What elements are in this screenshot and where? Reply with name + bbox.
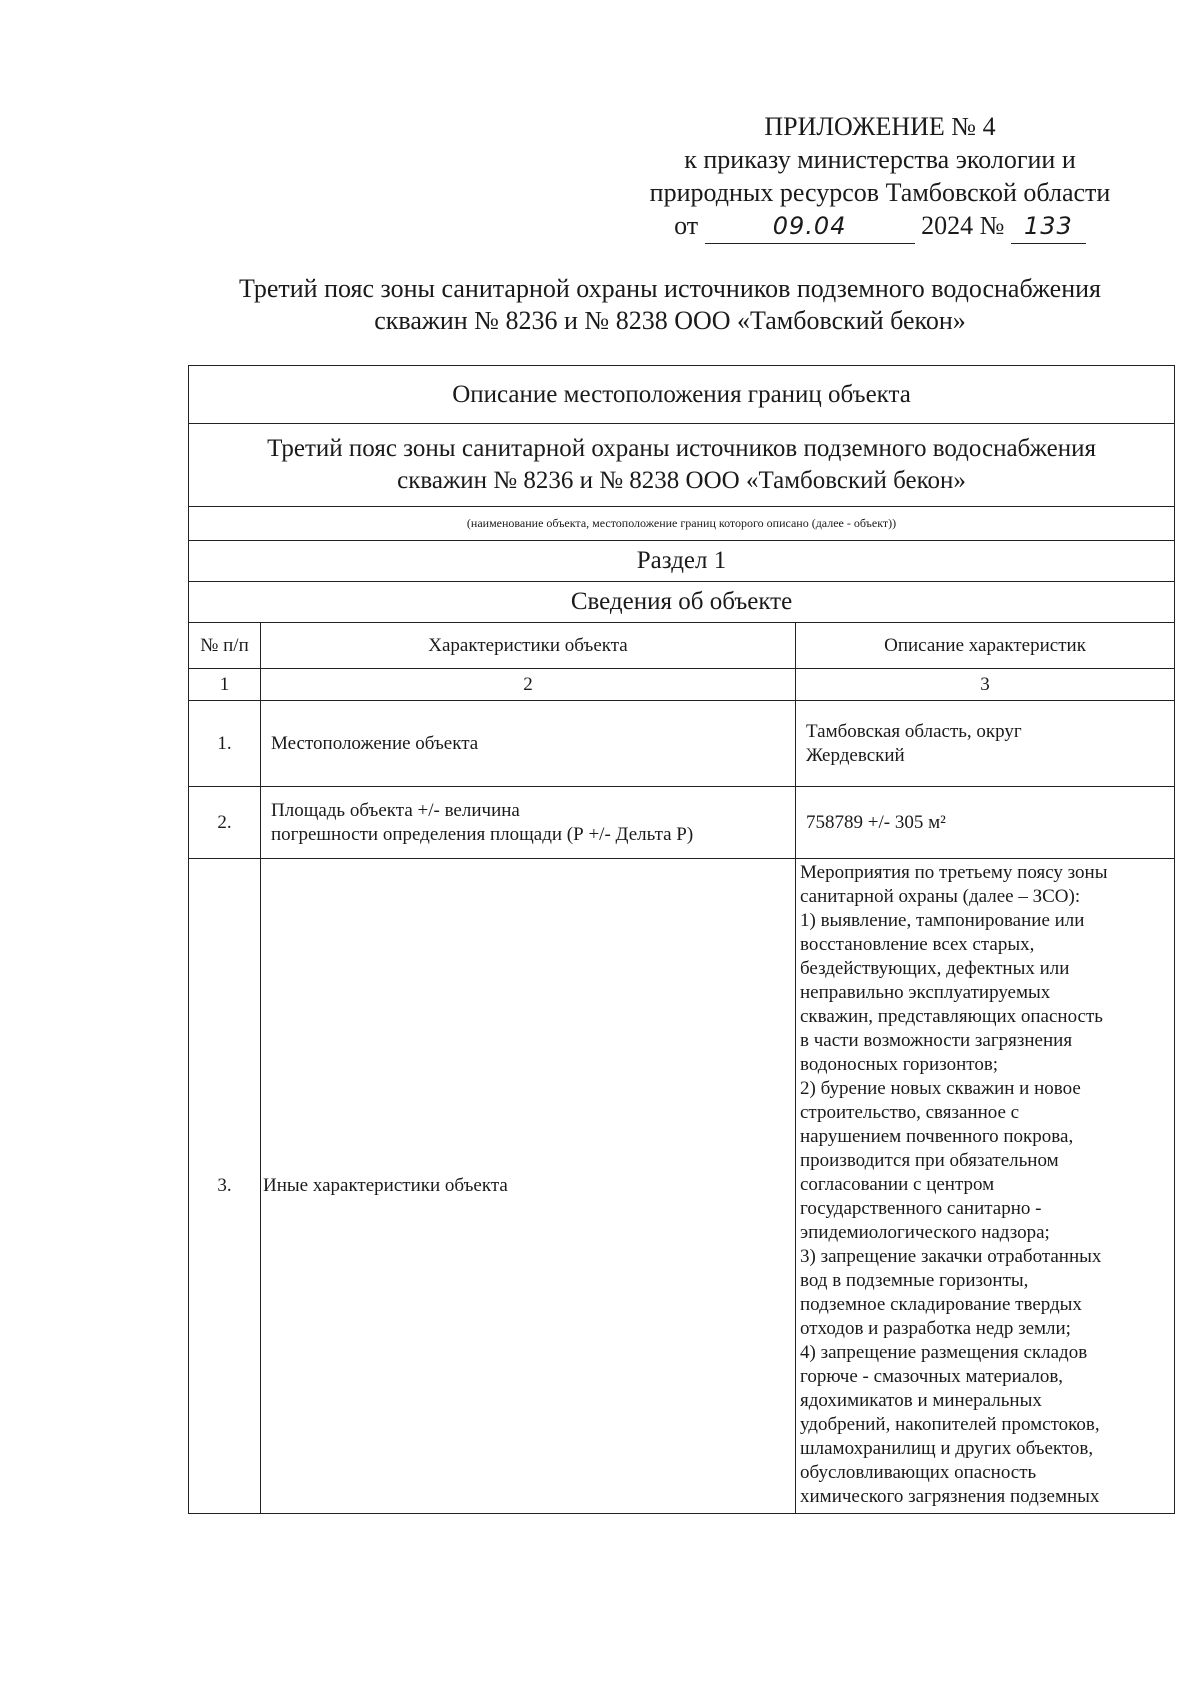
appendix-title: ПРИЛОЖЕНИЕ № 4	[764, 112, 996, 141]
description-line: строительство, связанное с	[800, 1102, 1020, 1123]
description-line: в части возможности загрязнения	[800, 1030, 1073, 1051]
description-line: государственного санитарно -	[800, 1198, 1042, 1219]
description-line: производится при обязательном	[800, 1150, 1059, 1171]
appendix-line-3: природных ресурсов Тамбовской области	[649, 178, 1111, 207]
description-line: неправильно эксплуатируемых	[800, 982, 1051, 1003]
table-row	[189, 787, 1175, 859]
column-header-characteristic: Характеристики объекта	[261, 623, 796, 669]
description-line: санитарной охраны (далее – ЗСО):	[800, 886, 1081, 907]
row-description	[796, 859, 1175, 1514]
description-line: ядохимикатов и минеральных	[800, 1390, 1042, 1411]
section-title: Сведения об объекте	[189, 582, 1175, 623]
description-line: нарушением почвенного покрова,	[800, 1126, 1074, 1147]
description-line: Тамбовская область, округ	[806, 720, 1022, 742]
description-line: 1) выявление, тампонирование или	[800, 910, 1085, 931]
column-number-2: 2	[261, 669, 796, 701]
object-name-line-2: скважин № 8236 и № 8238 ООО «Тамбовский бекон»	[397, 467, 966, 494]
characteristic-line: Площадь объекта +/- величина	[271, 799, 520, 821]
description-line: удобрений, накопителей промстоков,	[800, 1414, 1100, 1435]
handwritten-number: 133	[1011, 210, 1086, 244]
document-title	[170, 273, 1170, 337]
appendix-header	[600, 110, 1160, 244]
description-line: отходов и разработка недр земли;	[800, 1318, 1071, 1339]
description-line: водоносных горизонтов;	[800, 1054, 999, 1075]
appendix-date-line	[600, 209, 1160, 244]
section-label: Раздел 1	[189, 541, 1175, 582]
description-line: бездействующих, дефектных или	[800, 958, 1070, 979]
date-prefix: от	[674, 211, 699, 240]
description-line: вод в подземные горизонты,	[800, 1270, 1029, 1291]
appendix-line-2: к приказу министерства экологии и	[684, 145, 1076, 174]
boundary-table	[188, 365, 1174, 1514]
description-line: 2) бурение новых скважин и новое	[800, 1078, 1081, 1099]
year-label: 2024 №	[921, 211, 1005, 240]
object-name-line-1: Третий пояс зоны санитарной охраны источников подземного водоснабжения	[267, 435, 1096, 462]
description-line: химического загрязнения подземных	[800, 1486, 1100, 1507]
column-header-number: № п/п	[189, 623, 261, 669]
row-characteristic	[261, 787, 796, 859]
column-number-3: 3	[796, 669, 1175, 701]
object-name	[189, 424, 1175, 507]
row-description: 758789 +/- 305 м²	[796, 787, 1175, 859]
description-line: подземное складирование твердых	[800, 1294, 1082, 1315]
row-characteristic: Местоположение объекта	[261, 701, 796, 787]
table-row	[189, 701, 1175, 787]
row-number: 3.	[189, 859, 261, 1514]
description-line: Жердевский	[806, 744, 905, 766]
row-number: 1.	[189, 701, 261, 787]
description-line: обусловливающих опасность	[800, 1462, 1037, 1483]
description-line: восстановление всех старых,	[800, 934, 1035, 955]
description-line: скважин, представляющих опасность	[800, 1006, 1103, 1027]
row-number: 2.	[189, 787, 261, 859]
row-description	[796, 701, 1175, 787]
table-header: Описание местоположения границ объекта	[189, 366, 1175, 424]
characteristic-line: погрешности определения площади (Р +/- Дельта Р)	[271, 823, 694, 845]
description-line: эпидемиологического надзора;	[800, 1222, 1050, 1243]
description-line: горюче - смазочных материалов,	[800, 1366, 1064, 1387]
description-line: 4) запрещение размещения складов	[800, 1342, 1088, 1363]
column-header-description: Описание характеристик	[796, 623, 1175, 669]
object-caption: (наименование объекта, местоположение границ которого описано (далее - объект))	[189, 507, 1175, 541]
row-characteristic: Иные характеристики объекта	[261, 859, 796, 1514]
document-title-line-1: Третий пояс зоны санитарной охраны источников подземного водоснабжения	[238, 274, 1102, 303]
description-line: 3) запрещение закачки отработанных	[800, 1246, 1102, 1267]
description-line: Мероприятия по третьему поясу зоны	[800, 862, 1108, 883]
document-title-line-2: скважин № 8236 и № 8238 ООО «Тамбовский бекон»	[374, 306, 966, 335]
table-row	[189, 859, 1175, 1514]
handwritten-date: 09.04	[705, 210, 915, 244]
description-line: согласовании с центром	[800, 1174, 995, 1195]
column-number-1: 1	[189, 669, 261, 701]
description-line: шламохранилищ и других объектов,	[800, 1438, 1094, 1459]
